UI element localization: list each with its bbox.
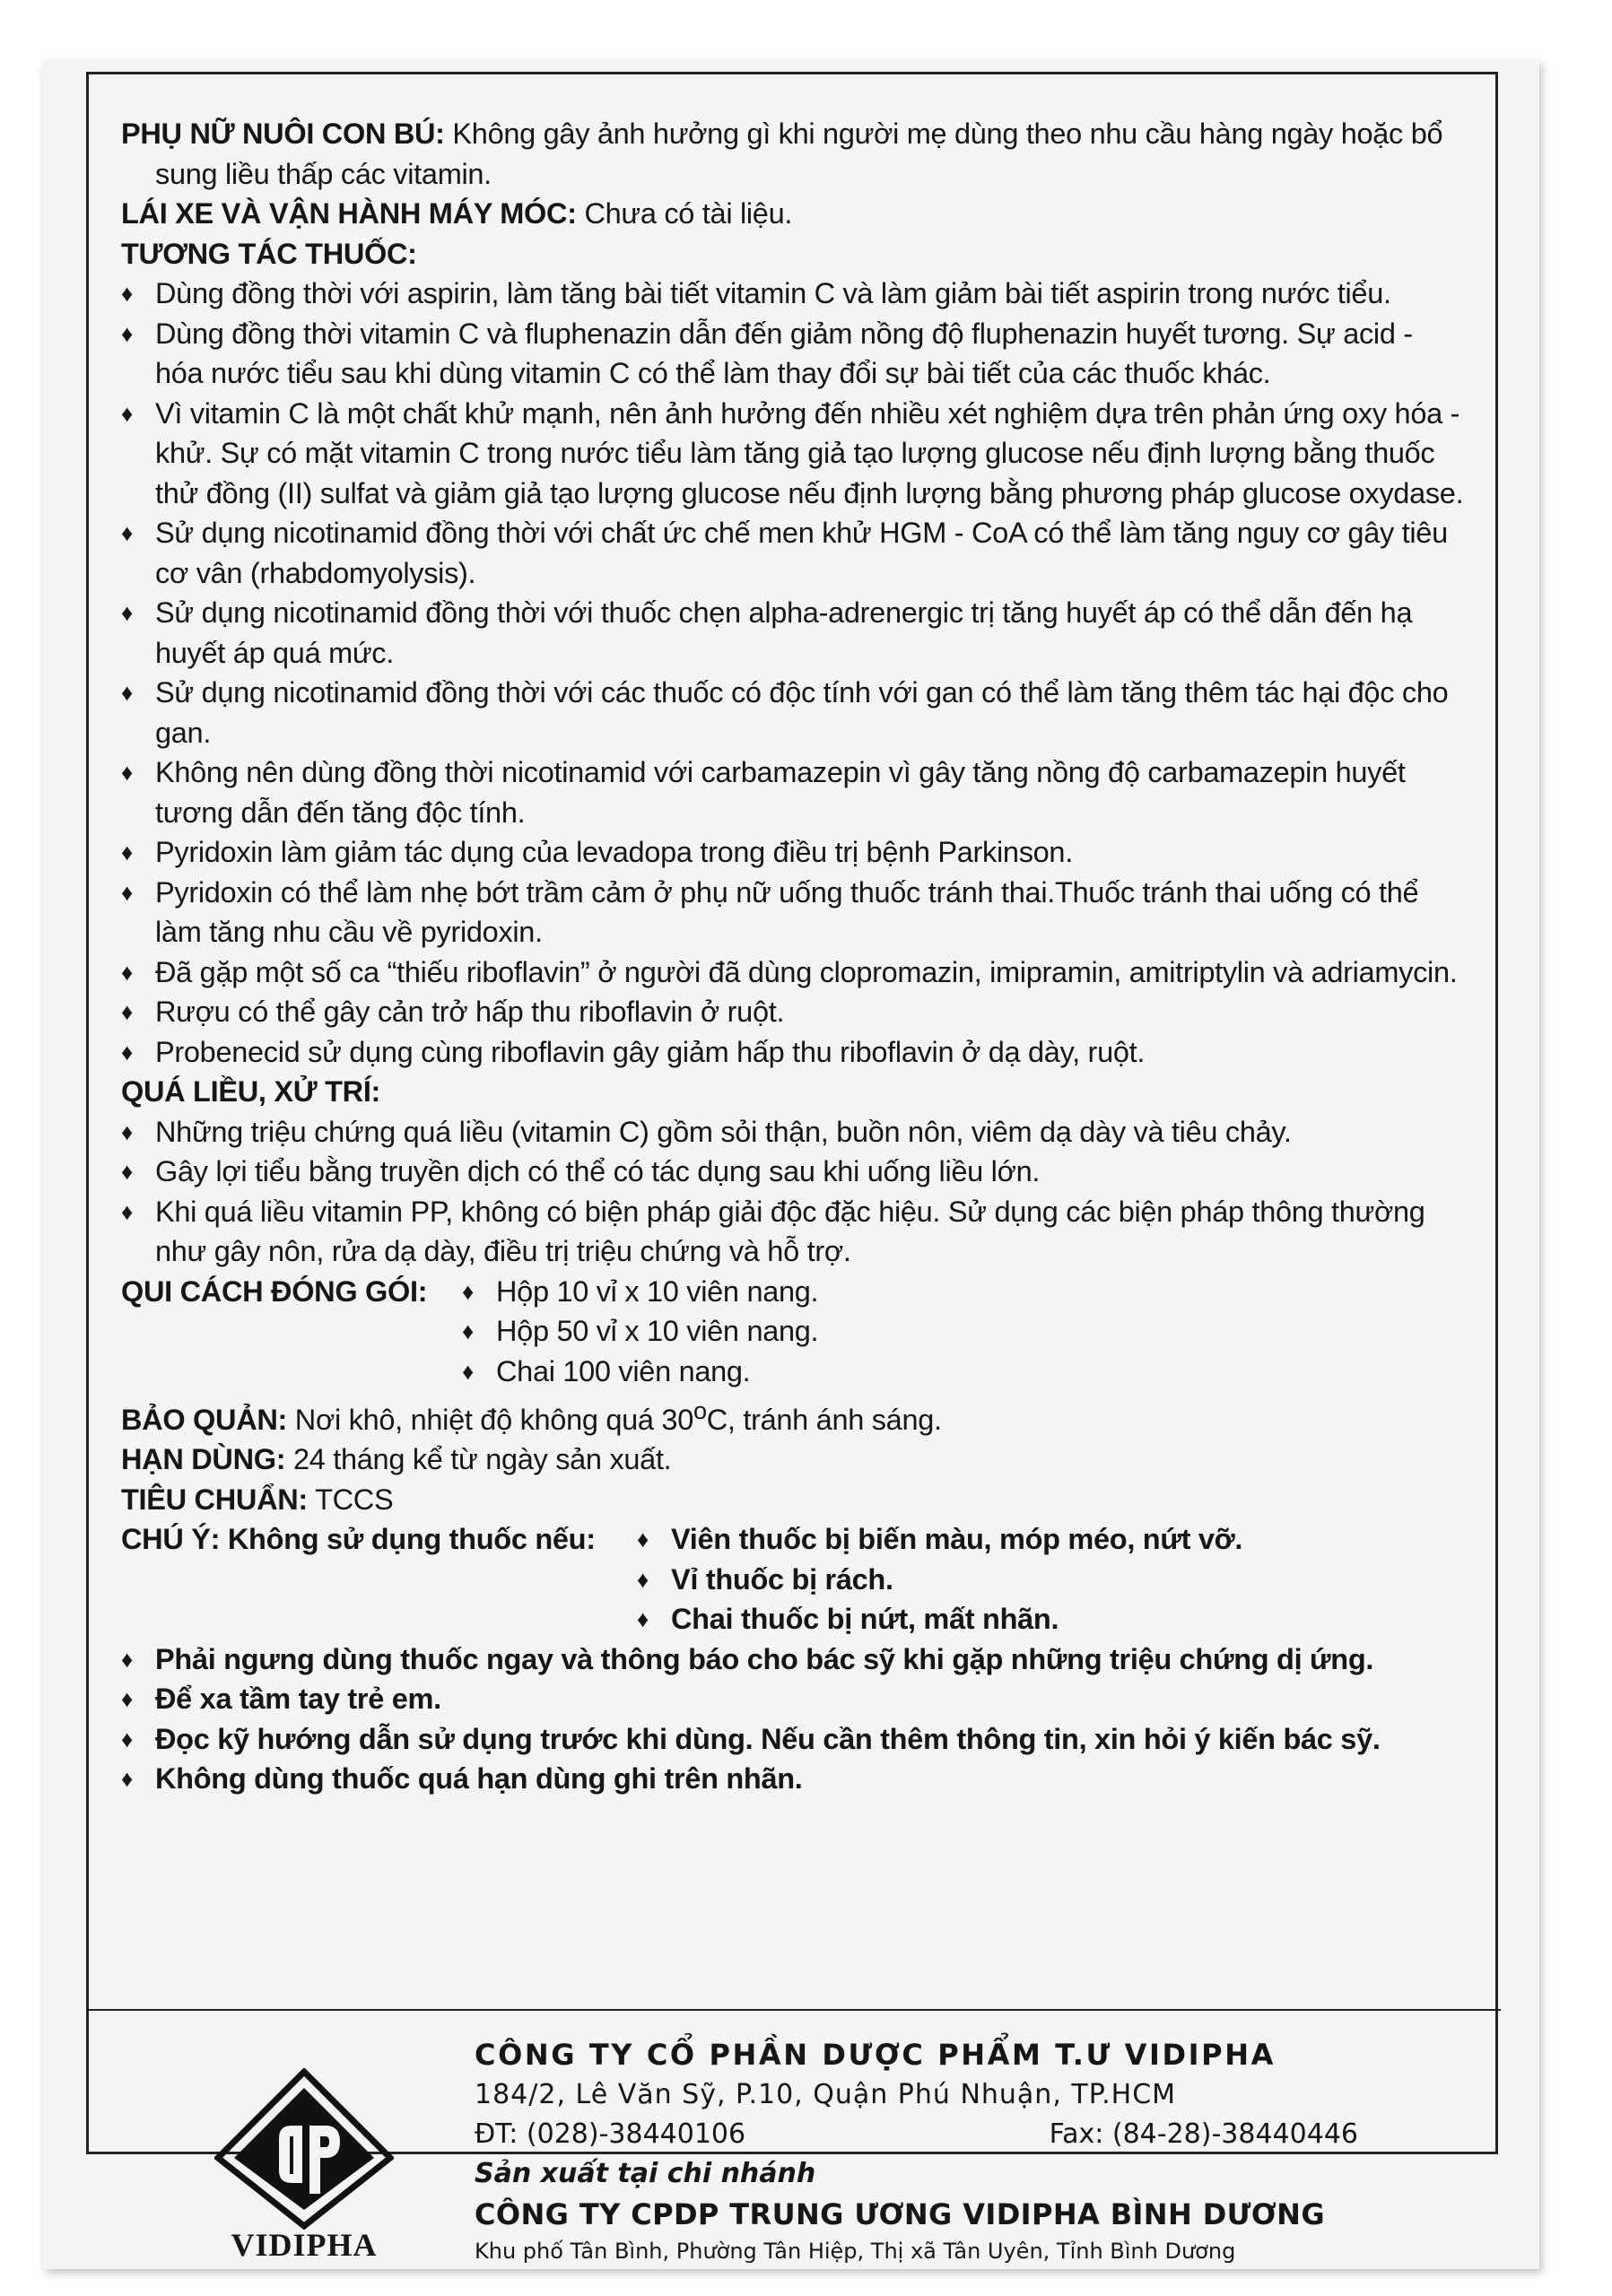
bullet-diamond-icon: ♦ — [637, 1526, 649, 1553]
warning-item — [637, 1560, 1467, 1600]
warning-label: CHÚ Ý: Không sử dụng thuốc nếu: — [121, 1523, 596, 1556]
bullet-diamond-icon: ♦ — [462, 1357, 474, 1385]
notice-item — [121, 1759, 1467, 1799]
interaction-item — [121, 593, 1467, 673]
interaction-item — [121, 832, 1467, 873]
interaction-item — [121, 394, 1467, 514]
breastfeeding-paragraph — [121, 114, 1467, 194]
notice-item-text: Đọc kỹ hướng dẫn sử dụng trước khi dùng. Nếu cần thêm thông tin, xin hỏi ý kiến bác sỹ. — [155, 1722, 1381, 1755]
bullet-diamond-icon: ♦ — [121, 319, 133, 347]
bullet-diamond-icon: ♦ — [121, 519, 133, 546]
interaction-item — [121, 314, 1467, 394]
packaging-item-text: Hộp 10 vỉ x 10 viên nang. — [496, 1274, 819, 1308]
breastfeeding-label: PHỤ NỮ NUÔI CON BÚ: — [121, 117, 445, 150]
company-info — [475, 2034, 1358, 2267]
overdose-item — [121, 1152, 1467, 1192]
interaction-item-text: Không nên dùng đồng thời nicotinamid với carbamazepin vì gây tăng nồng độ carbamazepin huyết tương dẫn đến tăng độc tính. — [155, 756, 1406, 829]
interaction-item-text: Probenecid sử dụng cùng riboflavin gây giảm hấp thu riboflavin ở dạ dày, ruột. — [155, 1035, 1146, 1068]
company-footer — [89, 2009, 1501, 2280]
bullet-diamond-icon: ♦ — [121, 1158, 133, 1185]
interactions-list — [121, 274, 1467, 1072]
bullet-diamond-icon: ♦ — [121, 998, 133, 1025]
interaction-item-text: Sử dụng nicotinamid đồng thời với các thuốc có độc tính với gan có thể làm tăng thêm tác hại độc cho gan. — [155, 676, 1449, 749]
notice-item-text: Để xa tầm tay trẻ em. — [155, 1683, 441, 1716]
interaction-item — [121, 513, 1467, 593]
bullet-diamond-icon: ♦ — [121, 839, 133, 865]
notice-item — [121, 1679, 1467, 1719]
overdose-list — [121, 1112, 1467, 1272]
bullet-diamond-icon: ♦ — [637, 1605, 649, 1633]
standard-text: TCCS — [307, 1483, 394, 1516]
interaction-item-text: Dùng đồng thời vitamin C và fluphenazin dẫn đến giảm nồng độ fluphenazin huyết tương. Sự acid - hóa nước tiểu sau khi dùng vitamin C có thể làm thay đổi sự bài tiết của các thuốc khác. — [155, 317, 1413, 389]
interaction-item — [121, 873, 1467, 952]
overdose-item-text: Những triệu chứng quá liều (vitamin C) gồm sỏi thận, buồn nôn, viêm dạ dày và tiêu chảy. — [155, 1115, 1292, 1148]
standard-label: TIÊU CHUẨN: — [121, 1483, 308, 1516]
standard-paragraph — [121, 1480, 1467, 1520]
bullet-diamond-icon: ♦ — [121, 1038, 133, 1065]
bullet-diamond-icon: ♦ — [121, 399, 133, 427]
bullet-diamond-icon: ♦ — [462, 1277, 474, 1305]
interaction-item — [121, 1032, 1467, 1073]
driving-paragraph — [121, 194, 1467, 234]
branch-name: CÔNG TY CPDP TRUNG ƯƠNG VIDIPHA BÌNH DƯƠNG — [475, 2197, 1326, 2231]
interaction-item — [121, 274, 1467, 314]
interactions-heading: TƯƠNG TÁC THUỐC: — [121, 237, 417, 270]
interaction-item-text: Pyridoxin có thể làm nhẹ bớt trầm cảm ở phụ nữ uống thuốc tránh thai.Thuốc tránh thai uống có thể làm tăng nhu cầu về pyridoxin. — [155, 875, 1419, 948]
storage-paragraph — [121, 1391, 1467, 1439]
packaging-item-text: Chai 100 viên nang. — [496, 1354, 751, 1387]
vidipha-logo-text: VIDIPHA — [231, 2227, 378, 2263]
packaging-item-text: Hộp 50 vỉ x 10 viên nang. — [496, 1315, 819, 1347]
company-contact — [475, 2115, 1358, 2154]
notice-item — [121, 1719, 1467, 1760]
interaction-item — [121, 952, 1467, 993]
packaging-item — [462, 1272, 1467, 1312]
bullet-diamond-icon: ♦ — [121, 599, 133, 626]
warning-section — [121, 1519, 1467, 1639]
bullet-diamond-icon: ♦ — [121, 1197, 133, 1225]
packaging-item — [462, 1311, 1467, 1352]
bullet-diamond-icon: ♦ — [121, 679, 133, 706]
company-phone: ĐT: (028)-38440106 — [475, 2118, 746, 2150]
expiry-paragraph — [121, 1439, 1467, 1480]
company-name: CÔNG TY CỔ PHẦN DƯỢC PHẨM T.Ư VIDIPHA — [475, 2038, 1276, 2072]
warning-item-text: Viên thuốc bị biến màu, móp méo, nứt vỡ. — [671, 1523, 1243, 1556]
interaction-item — [121, 752, 1467, 832]
leaflet-frame — [86, 72, 1498, 2264]
interaction-item-text: Sử dụng nicotinamid đồng thời với thuốc chẹn alpha-adrenergic trị tăng huyết áp có thể dẫn đến hạ huyết áp quá mức. — [155, 596, 1413, 669]
bullet-diamond-icon: ♦ — [121, 280, 133, 307]
overdose-item-text: Khi quá liều vitamin PP, không có biện pháp giải độc đặc hiệu. Sử dụng các biện pháp thông thường như gây nôn, rửa dạ dày, điều trị triệu chứng và hỗ trợ. — [155, 1195, 1425, 1267]
interaction-item — [121, 992, 1467, 1032]
vidipha-diamond-logo-icon — [214, 2068, 394, 2230]
bullet-diamond-icon: ♦ — [121, 1645, 133, 1673]
bullet-diamond-icon: ♦ — [637, 1565, 649, 1593]
storage-text: Nơi khô, nhiệt độ không quá 30 — [287, 1403, 693, 1436]
packaging-section — [121, 1272, 1467, 1392]
vidipha-logo — [214, 2068, 394, 2266]
leaflet-content — [121, 114, 1467, 1799]
notice-item-text: Không dùng thuốc quá hạn dùng ghi trên nhãn. — [155, 1762, 803, 1796]
bullet-diamond-icon: ♦ — [121, 759, 133, 786]
bullet-diamond-icon: ♦ — [121, 878, 133, 906]
interaction-item-text: Rượu có thể gây cản trở hấp thu riboflavin ở ruột. — [155, 996, 785, 1028]
interaction-item-text: Sử dụng nicotinamid đồng thời với chất ức chế men khử HGM - CoA có thể làm tăng nguy cơ gây tiêu cơ vân (rhabdomyolysis). — [155, 517, 1448, 589]
bullet-diamond-icon: ♦ — [121, 1685, 133, 1713]
interaction-item-text: Dùng đồng thời với aspirin, làm tăng bài tiết vitamin C và làm giảm bài tiết aspirin trong nước tiểu. — [155, 277, 1391, 309]
driving-label: LÁI XE VÀ VẬN HÀNH MÁY MÓC: — [121, 197, 577, 230]
company-fax: Fax: (84-28)-38440446 — [1049, 2118, 1358, 2150]
overdose-item-text: Gây lợi tiểu bằng truyền dịch có thể có tác dụng sau khi uống liều lớn. — [155, 1155, 1041, 1187]
driving-text: Chưa có tài liệu. — [576, 197, 793, 230]
bullet-diamond-icon: ♦ — [121, 958, 133, 986]
interaction-item-text: Đã gặp một số ca “thiếu riboflavin” ở người đã dùng clopromazin, imipramin, amitriptylin và adriamycin. — [155, 955, 1458, 988]
warning-item-text: Chai thuốc bị nứt, mất nhãn. — [671, 1603, 1059, 1636]
bullet-diamond-icon: ♦ — [121, 1725, 133, 1752]
interaction-item-text: Vì vitamin C là một chất khử mạnh, nên ảnh hưởng đến nhiều xét nghiệm dựa trên phản ứng oxy hóa - khử. Sự có mặt vitamin C trong nước tiểu làm tăng giả tạo lượng glucose nếu định lượng bằng thuốc thử đồng (II) sulfat và giảm giả tạo lượng glucose nếu định lượng bằng phương pháp glucose oxydase. — [155, 396, 1464, 509]
warning-item-text: Vỉ thuốc bị rách. — [671, 1562, 893, 1596]
company-address: 184/2, Lê Văn Sỹ, P.10, Quận Phú Nhuận, TP.HCM — [475, 2079, 1177, 2110]
packaging-item — [462, 1352, 1467, 1392]
bullet-diamond-icon: ♦ — [462, 1318, 474, 1344]
bullet-diamond-icon: ♦ — [121, 1765, 133, 1793]
notice-item — [121, 1639, 1467, 1680]
branch-address: Khu phố Tân Bình, Phường Tân Hiệp, Thị xã Tân Uyên, Tỉnh Bình Dương — [475, 2239, 1236, 2264]
warning-item — [637, 1599, 1467, 1639]
expiry-text: 24 tháng kể từ ngày sản xuất. — [285, 1443, 672, 1476]
made-at-label: Sản xuất tại chi nhánh — [475, 2158, 816, 2189]
packaging-label: QUI CÁCH ĐÓNG GÓI: — [121, 1274, 428, 1308]
packaging-list — [462, 1272, 1467, 1392]
overdose-item — [121, 1112, 1467, 1152]
interaction-item-text: Pyridoxin làm giảm tác dụng của levadopa trong điều trị bệnh Parkinson. — [155, 836, 1073, 868]
leaflet-sheet — [43, 61, 1539, 2269]
storage-label: BẢO QUẢN: — [121, 1403, 288, 1436]
expiry-label: HẠN DÙNG: — [121, 1443, 286, 1476]
warning-list — [637, 1519, 1467, 1639]
overdose-heading: QUÁ LIỀU, XỬ TRÍ: — [121, 1075, 381, 1108]
storage-text-end: C, tránh ánh sáng. — [706, 1403, 942, 1436]
storage-degree: o — [693, 1396, 707, 1424]
bullet-diamond-icon: ♦ — [121, 1118, 133, 1145]
notice-item-text: Phải ngưng dùng thuốc ngay và thông báo cho bác sỹ khi gặp những triệu chứng dị ứng. — [155, 1642, 1374, 1675]
overdose-item — [121, 1192, 1467, 1272]
interaction-item — [121, 673, 1467, 752]
notices-list — [121, 1639, 1467, 1799]
warning-item — [637, 1519, 1467, 1560]
breastfeeding-text: Không gây ảnh hưởng gì khi người mẹ dùng theo nhu cầu hàng ngày hoặc bổ sung liều thấp các vitamin. — [155, 117, 1443, 190]
